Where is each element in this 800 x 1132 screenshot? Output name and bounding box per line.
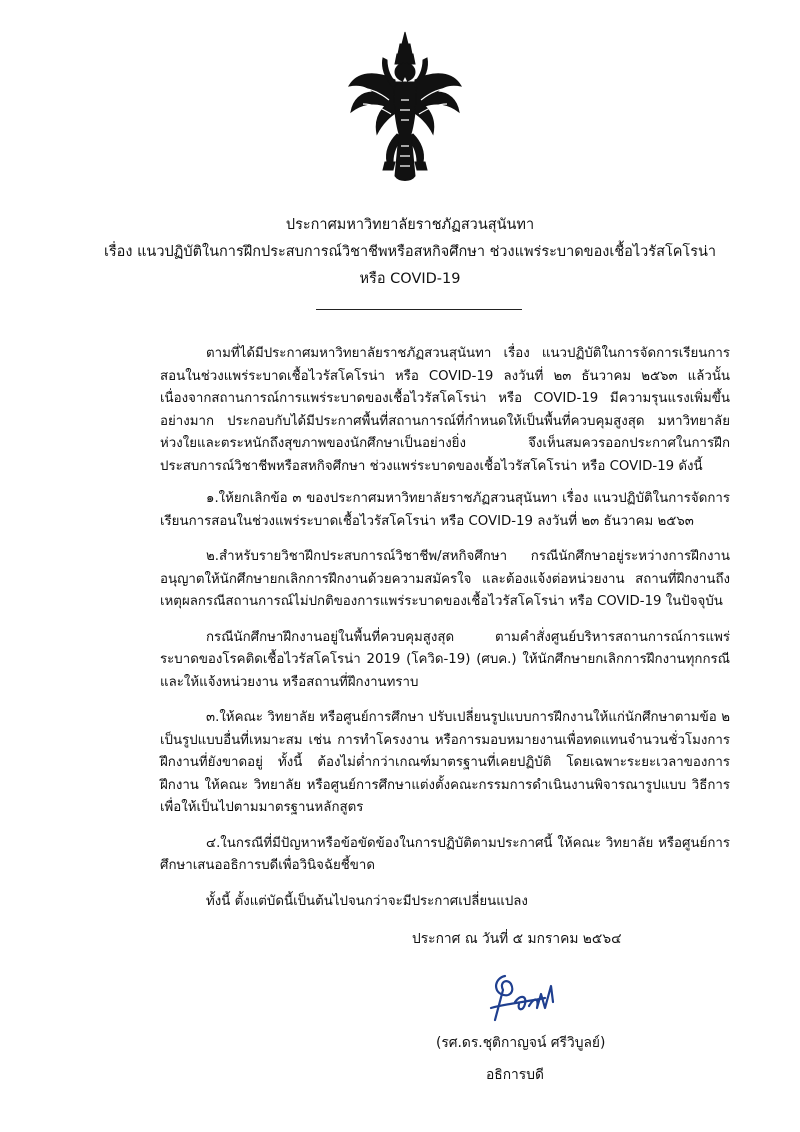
paragraph-closing: ทั้งนี้ ตั้งแต่บัดนี้เป็นต้นไปจนกว่าจะมีประกาศเปลี่ยนแปลง [206,893,528,909]
announcement-body [160,343,730,926]
announcement-date: ประกาศ ณ วันที่ ๕ มกราคม ๒๕๖๔ [412,931,622,947]
title-line-issuer: ประกาศมหาวิทยาลัยราชภัฏสวนสุนันทา [285,217,535,233]
paragraph-item-1: ๑.ให้ยกเลิกข้อ ๓ ของประกาศมหาวิทยาลัยราชภัฏสวนสุนันทา เรื่อง แนวปฏิบัติในการจัดการเรียนการสอนในช่วงแพร่ระบาดเชื้อไวรัสโคโรน่า หรือ COVID-19 ลงวันที่ ๒๓ ธันวาคม ๒๕๖๓ [160,491,730,529]
title-divider [316,309,522,310]
paragraph-item-4: ๔.ในกรณีที่มีปัญหาหรือข้อขัดข้องในการปฏิบัติตามประกาศนี้ ให้คณะ วิทยาลัย หรือศูนย์การศึกษาเสนออธิการบดีเพื่อวินิจฉัยชี้ขาด [160,835,730,873]
title-line-subject-cont: หรือ COVID-19 [359,271,461,287]
paragraph-preamble: ตามที่ได้มีประกาศมหาวิทยาลัยราชภัฏสวนสุนันทา เรื่อง แนวปฏิบัติในการจัดการเรียนการสอนในช่วงแพร่ระบาดเชื้อไวรัสโคโรน่า หรือ COVID-19 ลงวันที่ ๒๓ ธันวาคม ๒๕๖๓ แล้วนั้น เนื่องจากสถานการณ์การแพร่ระบาดของเชื้อไวรัสโคโรน่า หรือ COVID-19 มีความรุนแรงเพิ่มขึ้นอย่างมาก ประกอบกับได้มีประกาศพื้นที่สถานการณ์ที่กำหนดให้เป็นพื้นที่ควบคุมสูงสุด มหาวิทยาลัยห่วงใยและตระหนักถึงสุขภาพของนักศึกษาเป็นอย่างยิ่ง จึงเห็นสมควรออกประกาศในการฝึกประสบการณ์วิชาชีพหรือสหกิจศึกษา ช่วงแพร่ระบาดของเชื้อไวรัสโคโรน่า หรือ COVID-19 ดังนี้ [160,346,730,474]
signer-title: อธิการบดี [486,1067,544,1083]
announcement-title [100,212,720,293]
paragraph-item-2: ๒.สำหรับรายวิชาฝึกประสบการณ์วิชาชีพ/สหกิจศึกษา กรณีนักศึกษาอยู่ระหว่างการฝึกงาน อนุญาตให้นักศึกษายกเลิกการฝึกงานด้วยความสมัครใจ และต้องแจ้งต่อหน่วยงาน สถานที่ฝึกงานถึงเหตุผลกรณีสถานการณ์ไม่ปกติของการแพร่ระบาดของเชื้อไวรัสโคโรน่า หรือ COVID-19 ในปัจจุบัน [160,549,730,609]
paragraph-item-2-case: กรณีนักศึกษาฝึกงานอยู่ในพื้นที่ควบคุมสูงสุด ตามคำสั่งศูนย์บริหารสถานการณ์การแพร่ระบาดของโรคติดเชื้อไวรัสโคโรน่า 2019 (โควิด-19) (ศบค.) ให้นักศึกษายกเลิกการฝึกงานทุกกรณี และให้แจ้งหน่วยงาน หรือสถานที่ฝึกงานทราบ [160,629,730,690]
title-line-subject: เรื่อง แนวปฏิบัติในการฝึกประสบการณ์วิชาชีพหรือสหกิจศึกษา ช่วงแพร่ระบาดของเชื้อไวรัสโคโรน่า [103,244,717,260]
paragraph-item-3: ๓.ให้คณะ วิทยาลัย หรือศูนย์การศึกษา ปรับเปลี่ยนรูปแบบการฝึกงานให้แก่นักศึกษาตามข้อ ๒ เป็นรูปแบบอื่นที่เหมาะสม เช่น การทำโครงงาน หรือการมอบหมายงานเพื่อทดแทนจำนวนชั่วโมงการฝึกงานที่ยังขาดอยู่ ทั้งนี้ ต้องไม่ต่ำกว่าเกณฑ์มาตรฐานที่เคยปฏิบัติ โดยเฉพาะระยะเวลาของการฝึกงาน ให้คณะ วิทยาลัย หรือศูนย์การศึกษาแต่งตั้งคณะกรรมการดำเนินงานพิจารณารูปแบบ วิธีการ เพื่อให้เป็นไปตามมาตรฐานหลักสูตร [160,710,730,815]
garuda-emblem-icon [345,30,465,190]
signer-name: (รศ.ดร.ชุติกาญจน์ ศรีวิบูลย์) [436,1035,606,1051]
signature-icon [485,968,575,1028]
